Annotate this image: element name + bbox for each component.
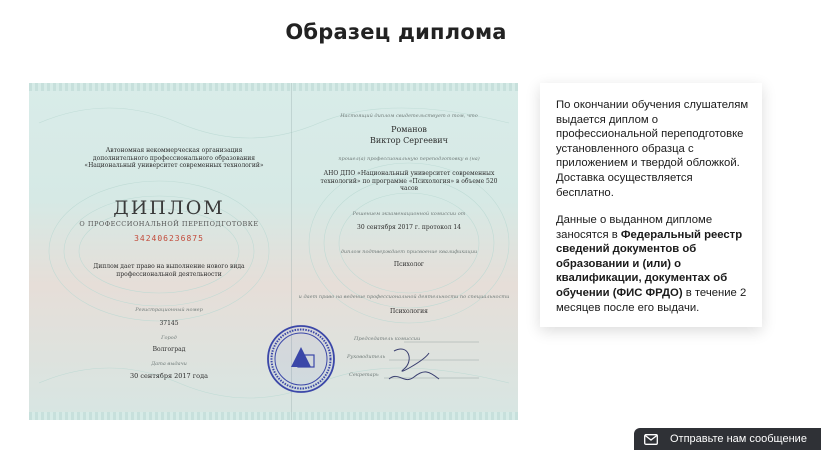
city-value: Волгоград	[152, 346, 186, 353]
diploma-serial: 342406236875	[134, 234, 204, 243]
right-text: и дает право на ведение профессиональной деятельности по специальности	[298, 294, 510, 300]
passed-text: прошел(а) профессиональную переподготовку в (на)	[338, 156, 480, 162]
info-paragraph-delivery: По окончании обучения слушателям выдается диплом о профессиональной переподготовке установленного образца с приложением и твердой обложкой. Доставка осуществляется бесплатно.	[556, 99, 749, 199]
info-text-end: в течение 2 месяцев после его выдачи.	[556, 286, 747, 314]
diploma-rights-text: Диплом дает право на выполнение нового вида профессиональной деятельности	[93, 263, 245, 278]
confirms-text: диплом подтверждает присвоение квалификации	[340, 249, 478, 255]
city-label: Город	[161, 335, 177, 341]
qualification-value: Психолог	[393, 261, 425, 268]
seal-stamp	[265, 323, 337, 395]
issue-date-label: Дата выдачи	[151, 361, 187, 367]
reg-number-label: Регистрационный номер	[135, 307, 203, 313]
info-text-start: Данные о выданном дипломе заносятся в	[556, 214, 713, 241]
issue-date: 30 сентября 2017 года	[130, 372, 208, 380]
holder-name: Виктор Сергеевич	[370, 136, 448, 145]
certify-text: Настоящий диплом свидетельствует о том, что	[340, 113, 478, 119]
holder-surname: Романов	[391, 125, 427, 134]
diploma-title: ДИПЛОМ	[113, 197, 225, 219]
send-message-button[interactable]	[634, 428, 821, 450]
sign-secretary-label: Секретарь	[349, 372, 379, 378]
info-card	[540, 83, 762, 327]
signature	[384, 341, 444, 391]
reg-number: 37145	[159, 320, 179, 327]
diploma-organization: Автономная некоммерческая организация дополнительного профессионального образования «Национальный университет современных технологий»	[84, 147, 264, 169]
specialty-value: Психология	[390, 308, 428, 315]
program-text: АНО ДПО «Национальный университет современных технологий» по программе «Психология» в объеме 520 часов	[320, 170, 498, 193]
sign-chair-label: Председатель комиссии	[354, 336, 421, 342]
page-title: Образец диплома	[285, 20, 507, 44]
info-paragraph-registry	[556, 213, 752, 315]
diploma-subtitle: О ПРОФЕССИОНАЛЬНОЙ ПЕРЕПОДГОТОВКЕ	[79, 220, 259, 228]
envelope-icon	[644, 434, 658, 445]
info-registry-name: Федеральный реестр сведений документов об образовании и (или) о квалификации, документах об обучении (ФИС ФРДО)	[556, 228, 743, 299]
sign-head-label: Руководитель	[347, 354, 386, 360]
send-message-label: Отправьте нам сообщение	[670, 433, 807, 445]
diploma-image	[29, 83, 518, 420]
protocol-text: 30 сентября 2017 г. протокол 14	[357, 224, 461, 231]
commission-text: Решением экзаменационной комиссии от	[352, 211, 466, 217]
